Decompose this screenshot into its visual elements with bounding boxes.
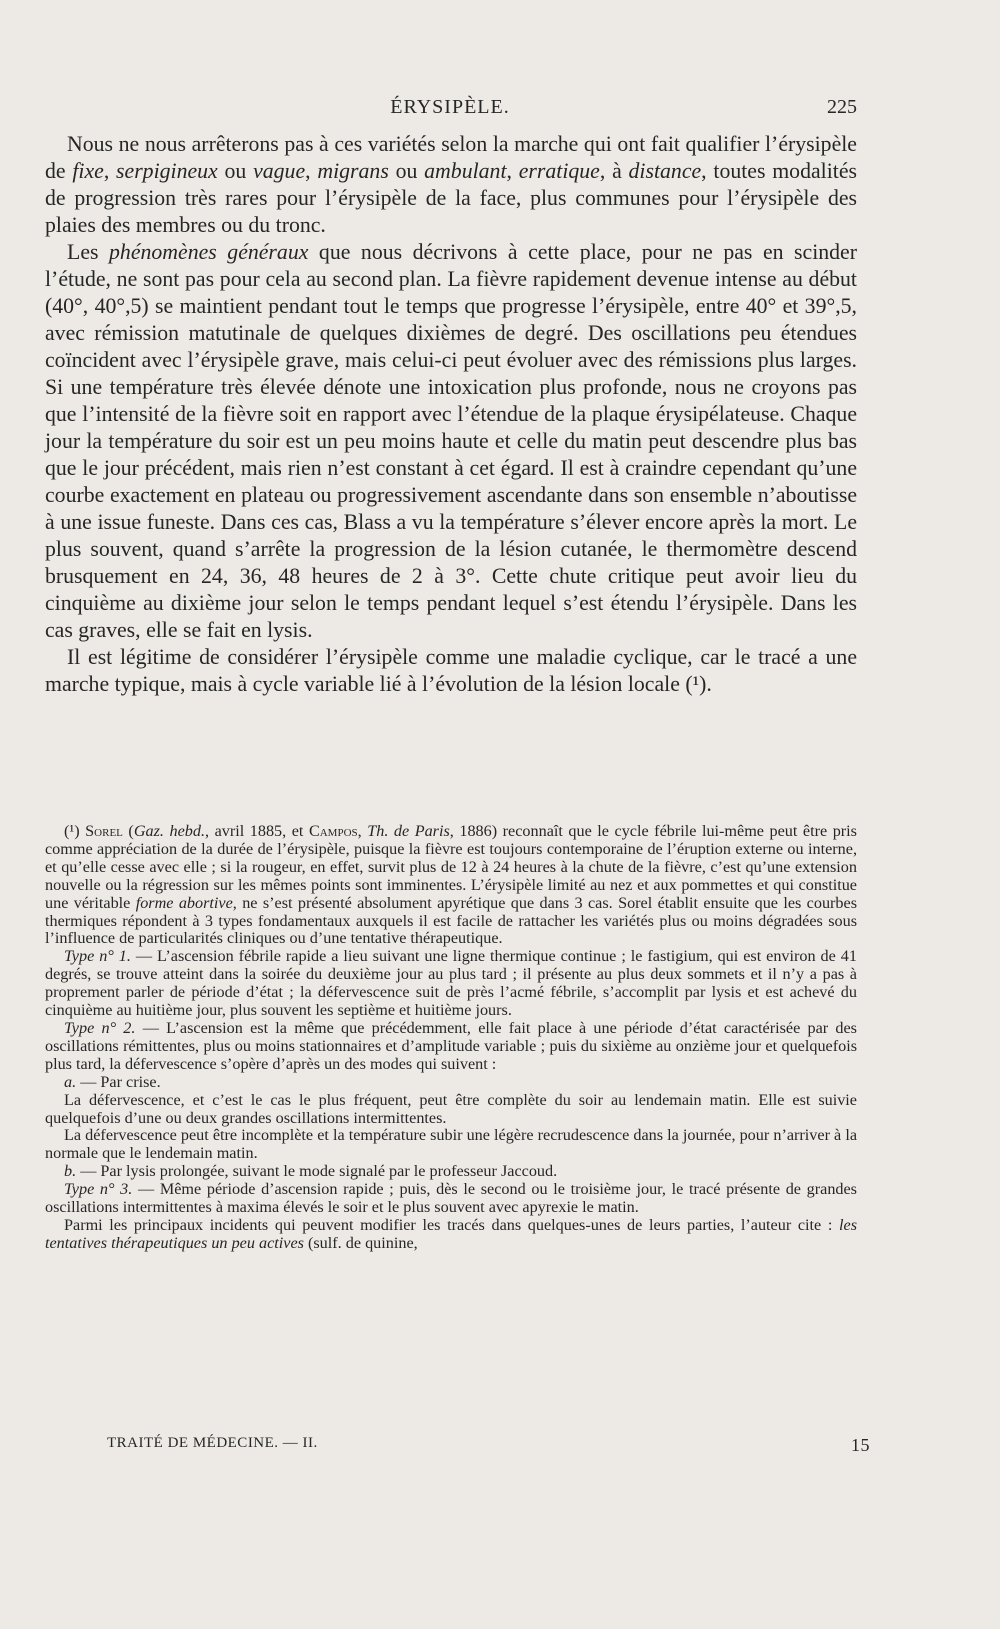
text-run: — L’ascension est la même que précédemment, elle fait place à une période d’état caractérisée par des oscillations rémittentes, plus ou moins stationnaires et d’amplitude variable ; puis du sixième au onzième jour et quelquefois plus tard, la défervescence s’opère d’après un des modes qui suivent : <box>45 1018 857 1073</box>
type-1-paragraph <box>45 948 857 1020</box>
author-campos: Campos <box>308 822 358 840</box>
text-run: ou <box>388 159 425 183</box>
text-run: (sulf. de quinine, <box>303 1233 418 1252</box>
text-run: , <box>305 159 318 183</box>
term-distance: distance <box>628 159 702 183</box>
mode-b-paragraph <box>45 1163 857 1181</box>
mode-a-detail-2: La défervescence peut être incomplète et la température subir une légère recrudescence dans la journée, pour n’arriver à la normale que le lendemain matin. <box>45 1126 857 1163</box>
type-1-label: Type n° 1. <box>64 947 131 966</box>
page-footer <box>107 1435 870 1455</box>
text-run: Nous ne nous arrêterons pas à ces variétés selon la marche qui ont fait qualifier l’érysipèle de <box>45 132 857 183</box>
text-run: Parmi les principaux incidents qui peuvent modifier les tracés dans quelques-unes de leurs parties, l’auteur cite : <box>64 1215 840 1234</box>
thesis-title: Th. de Paris <box>367 822 450 840</box>
term-serpigineux: serpigineux <box>116 159 218 183</box>
footnotes <box>45 823 857 1253</box>
page-number: 225 <box>827 96 857 118</box>
text-run: , <box>103 159 117 183</box>
text-run: — Par lysis prolongée, suivant le mode signalé par le professeur Jaccoud. <box>76 1162 558 1181</box>
text-run: , à <box>599 159 629 183</box>
term-forme-abortive: forme abortive <box>135 893 233 912</box>
paragraph-3: Il est légitime de considérer l’érysipèle comme une maladie cyclique, car le tracé a une marche typique, mais à cycle variable lié à l’évolution de la lésion locale (¹). <box>45 645 857 696</box>
mode-a-detail-1: La défervescence, et c’est le cas le plus fréquent, peut être complète du soir au lendemain matin. Elle est suivie quelquefois d’une ou deux grandes oscillations intermittentes. <box>45 1090 857 1127</box>
text-run: , <box>357 822 368 840</box>
text-run: — L’ascension fébrile rapide a lieu suivant une ligne thermique continue ; le fastigium, qui est environ de 41 degrés, se trouve atteint dans la soirée du deuxième jour au plus tard ; il présente au plus deux sommets et il n’y a pas à proprement parler de période d’état ; la défervescence suit de près l’acmé fébrile, s’accomplit par lysis et est achevé du cinquième au huitième jour, plus souvent les septième et huitième jours. <box>45 947 857 1020</box>
term-phenomenes-generaux: phénomènes généraux <box>109 240 309 264</box>
running-title: ÉRYSIPÈLE. <box>390 96 510 118</box>
main-text <box>45 131 857 698</box>
text-run: , 1886) reconnaît que le cycle fébrile lui-même peut être pris comme appréciation de la durée de l’érysipèle, puisque la fièvre est toujours contemporaine de l’éruption externe ou interne, et qu’elle cesse avec elle ; si la rougeur, en effet, survit plus de 12 à 24 heures à la chute de la fièvre, c’est qu’une extension nouvelle ou la régression sur les mêmes points sont imminentes. L’érysipèle limité au nez et aux pommettes et qui constitue une véritable <box>45 822 857 912</box>
text-run: , <box>506 159 519 183</box>
term-vague: vague <box>253 159 306 183</box>
type-2-paragraph <box>45 1020 857 1074</box>
text-run: , avril 1885, et <box>205 822 309 840</box>
author-sorel: Sorel <box>85 822 123 840</box>
term-tentatives: les tentatives thérapeutiques un peu actives <box>45 1215 857 1252</box>
text-run: Les <box>67 240 110 264</box>
term-erratique: erratique <box>518 159 600 183</box>
term-ambulant: ambulant <box>424 159 507 183</box>
book-title-footer: TRAITÉ DE MÉDECINE. — II. <box>107 1435 318 1451</box>
paragraph-2 <box>45 239 857 644</box>
type-3-label: Type n° 3. <box>64 1180 133 1199</box>
mode-a-paragraph <box>45 1074 857 1092</box>
text-run: — Par crise. <box>76 1072 161 1091</box>
text-run: , toutes modalités de progression très rares pour l’érysipèle de la face, plus communes pour l’érysipèle des plaies des membres ou du tronc. <box>45 159 857 237</box>
text-run: que nous décrivons à cette place, pour ne pas en scinder l’étude, ne sont pas pour cela au second plan. La fièvre rapidement devenue intense au début (40°, 40°,5) se maintient pendant tout le temps que progresse l’érysipèle, entre 40° et 39°,5, avec rémission matutinale de quelques dixièmes de degré. Des oscillations peu étendues coïncident avec l’érysipèle grave, mais celui-ci peut évoluer avec des rémissions plus larges. Si une température très élevée dénote une intoxication plus profonde, nous ne croyons pas que l’intensité de la fièvre soit en rapport avec l’étendue de la plaque érysipélateuse. Chaque jour la température du soir est un peu moins haute et celle du matin peut descendre plus bas que le jour précédent, mais rien n’est constant à cet égard. Il est à craindre cependant qu’une courbe exactement en plateau ou progressivement ascendante dans son ensemble n’aboutisse à une issue funeste. Dans ces cas, Blass a vu la température s’élever encore après la mort. Le plus souvent, quand s’arrête la progression de la lésion cutanée, le thermomètre descend brusquement en 24, 36, 48 heures de 2 à 3°. Cette chute critique peut avoir lieu du cinquième au dixième jour selon le temps pendant lequel s’est étendu l’érysipèle. Dans les cas graves, elle se fait en lysis. <box>45 240 857 642</box>
mode-b-label: b. <box>64 1162 77 1181</box>
footnote-1 <box>45 823 857 948</box>
footnote-marker: (¹) <box>64 822 86 840</box>
running-head <box>45 96 855 126</box>
text-run: ou <box>217 159 254 183</box>
text-run: , ne s’est présenté absolument apyrétique que dans 3 cas. Sorel établit ensuite que les courbes thermiques répondent à 3 types fondamentaux auxquels il est facile de rattacher les variétés plus ou moins dégradées sous l’influence de particularités cliniques ou d’une tentative thérapeutique. <box>45 893 858 948</box>
mode-a-label: a. <box>64 1072 77 1091</box>
incidents-paragraph <box>45 1217 857 1253</box>
signature-mark: 15 <box>851 1435 870 1455</box>
type-3-paragraph <box>45 1181 857 1217</box>
text-run: ( <box>122 822 134 840</box>
term-fixe: fixe <box>72 159 104 183</box>
type-2-label: Type n° 2. <box>64 1018 136 1037</box>
paragraph-1 <box>45 131 857 239</box>
term-migrans: migrans <box>317 159 389 183</box>
journal-title: Gaz. hebd. <box>133 822 205 840</box>
text-run: — Même période d’ascension rapide ; puis, dès le second ou le troisième jour, le tracé présente de grandes oscillations intermittentes à maxima élevés le soir et le plus souvent avec apyrexie le matin. <box>45 1180 857 1217</box>
